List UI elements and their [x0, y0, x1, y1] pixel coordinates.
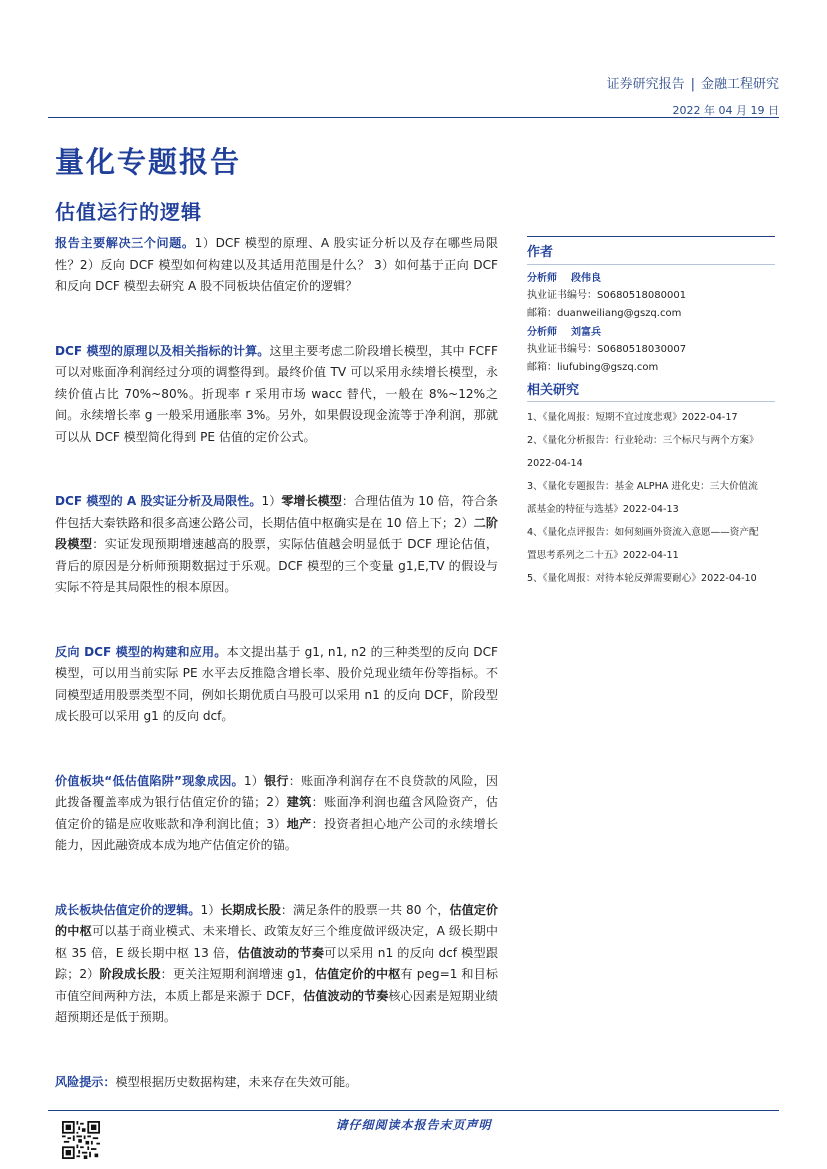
report-date: 2022 年 04 月 19 日 — [672, 104, 779, 117]
report-header — [607, 73, 779, 118]
summary-paragraph — [55, 642, 498, 728]
emphasis-text: 建筑 — [286, 795, 312, 809]
body-text: 核心因素是短期业绩超预期还是低于预期。 — [55, 988, 498, 1024]
body-text: 1） — [261, 494, 282, 508]
paragraph-lead: 风险提示： — [55, 1074, 116, 1089]
emphasis-text: 阶段成长股 — [99, 967, 161, 981]
header-category-line — [607, 73, 779, 92]
body-text: 1） — [200, 902, 221, 917]
emphasis-text: 估值定价的中枢 — [314, 967, 401, 981]
related-research-item[interactable]: 4、《量化点评报告：如何刻画外资流入意愿——资产配 — [527, 527, 759, 538]
body-text: 有 peg=1 和目标市值空间两种方法，本质上都是来源于 DCF， — [55, 967, 498, 1003]
emphasis-text: 估值波动的节奏 — [237, 945, 325, 960]
emphasis-text: 估值定价的中枢 — [55, 902, 498, 938]
body-text: ：账面净利润存在不良贷款的风险，因此拨备覆盖率成为银行估值定价的锚；2） — [55, 773, 498, 809]
author-name: 刘富兵 — [571, 327, 601, 338]
author-role-name — [527, 271, 775, 287]
emphasis-text: 零增长模型 — [281, 494, 342, 508]
paragraph-lead: DCF 模型的原理以及相关指标的计算。 — [55, 343, 270, 358]
body-text: 本文提出基于 g1, n1, n2 的三种类型的反向 DCF 模型，可以用当前实际 PE 水平去反推隐含增长率、股价兑现业绩年份等指标。不同模型适用股票类型不同，例如长期优质白马股可以采用 n1 的反向 DCF，阶段型成长股可以采用 g1 的反向 dcf。 — [55, 644, 498, 723]
related-research-heading: 相关研究 — [527, 379, 775, 402]
footer-disclaimer: 请仔细阅读本报告末页声明 — [335, 1118, 492, 1132]
related-research-item[interactable]: 2、《量化分析报告：行业轮动：三个标尺与两个方案》 — [527, 435, 759, 446]
summary-paragraph — [55, 341, 498, 449]
summary-paragraph — [55, 771, 498, 857]
author-email[interactable]: 邮箱：duanweiliang@gszq.com — [527, 308, 682, 319]
sidebar-divider — [527, 236, 775, 237]
header-divider — [48, 117, 779, 118]
body-text: 1）DCF 模型的原理、A 股实证分析以及存在哪些局限性？2）反向 DCF 模型如何构建以及其适用范围是什么？ 3）如何基于正向 DCF 和反向 DCF 模型去研究 A 股不同板块估值定价的逻辑？ — [55, 236, 498, 293]
body-text: ：合理估值为 10 倍，符合条件包括大秦铁路和很多高速公路公司，长期估值中枢确实是在 10 倍上下；2） — [55, 494, 499, 530]
related-research-item: 2022-04-14 — [527, 458, 583, 469]
related-research-item: 派基金的特征与选基》2022-04-13 — [527, 504, 679, 515]
author-email[interactable]: 邮箱：liufubing@gszq.com — [527, 362, 659, 373]
body-text: 可以基于商业模式、未来增长、政策友好三个维度做评级决定，A 级长期中枢 35 倍，E 级长期中枢 13 倍， — [55, 924, 498, 960]
summary-paragraph — [55, 491, 498, 599]
emphasis-text: 估值波动的节奏 — [303, 988, 389, 1003]
body-text: ：实证发现预期增速越高的股票，实际估值越会明显低于 DCF 理论估值，背后的原因是分析师预期数据过于乐观。DCF 模型的三个变量 g1,E,TV 的假设与实际不符是其局限性的根本原因。 — [55, 537, 498, 594]
body-text: ：满足条件的股票一共 80 个， — [280, 902, 450, 917]
author-role: 分析师 — [527, 273, 557, 284]
body-text: ：更关注短期利润增速 g1， — [160, 967, 315, 981]
author-name: 段伟良 — [571, 273, 601, 284]
summary-body — [55, 233, 498, 1093]
related-research-item: 置思考系列之二十五》2022-04-11 — [527, 550, 679, 561]
report-field: 金融工程研究 — [700, 77, 779, 92]
emphasis-text: 二阶段模型 — [55, 515, 498, 551]
summary-paragraph — [55, 900, 498, 1029]
body-text: 这里主要考虑二阶段增长模型，其中 FCFF 可以对账面净利润经过分项的调整得到。最终价值 TV 可以采用永续增长模型，永续价值占比 70%~80%。折现率 r 采用市场 wacc 替代，一般在 8%~12%之间。永续增长率 g 一般采用通胀率 3%。另外，如果假设现金流等于净利润，那就可以从 DCF 模型简化得到 PE 估值的定价公式。 — [55, 343, 498, 444]
paragraph-lead: 成长板块估值定价的逻辑。 — [55, 902, 201, 917]
body-text: ：账面净利润也蕴含风险资产，估值定价的锚是应收账款和净利润比值；3） — [55, 795, 498, 831]
author-role-name — [527, 325, 775, 341]
header-separator: | — [690, 77, 695, 92]
paragraph-lead: 价值板块“低估值陷阱”现象成因。 — [55, 773, 244, 788]
author-role: 分析师 — [527, 327, 557, 338]
risk-warning — [55, 1072, 498, 1094]
paragraph-lead: DCF 模型的 A 股实证分析及局限性。 — [55, 494, 262, 508]
paragraph-lead: 反向 DCF 模型的构建和应用。 — [55, 644, 227, 659]
related-research-item[interactable]: 3、《量化专题报告：基金 ALPHA 进化史：三大价值流 — [527, 481, 758, 492]
summary-paragraph — [55, 233, 498, 298]
emphasis-text: 地产 — [286, 816, 312, 831]
report-category: 证券研究报告 — [606, 77, 685, 92]
report-subtitle: 估值运行的逻辑 — [55, 200, 202, 224]
body-text: 1） — [243, 773, 265, 788]
body-text: ：投资者担心地产公司的永续增长能力，因此融资成本成为地产估值定价的锚。 — [55, 816, 498, 852]
emphasis-text: 长期成长股 — [220, 902, 281, 917]
related-research-item[interactable]: 5、《量化周报：对待本轮反弹需要耐心》2022-04-10 — [527, 573, 757, 584]
related-research-item[interactable]: 1、《量化周报：短期不宜过度悲观》2022-04-17 — [527, 412, 738, 423]
paragraph-lead: 报告主要解决三个问题。 — [55, 236, 195, 250]
emphasis-text: 银行 — [264, 773, 289, 788]
sidebar — [527, 236, 775, 590]
body-text: 模型根据历史数据构建，未来存在失效可能。 — [115, 1074, 358, 1089]
footer-divider — [48, 1110, 779, 1111]
authors-heading: 作者 — [527, 241, 775, 265]
report-title: 量化专题报告 — [55, 145, 242, 179]
author-certificate: 执业证书编号：S0680518080001 — [527, 290, 687, 301]
author-certificate: 执业证书编号：S0680518030007 — [527, 344, 687, 355]
body-text: 可以采用 n1 的反向 dcf 模型跟踪；2） — [55, 945, 498, 981]
